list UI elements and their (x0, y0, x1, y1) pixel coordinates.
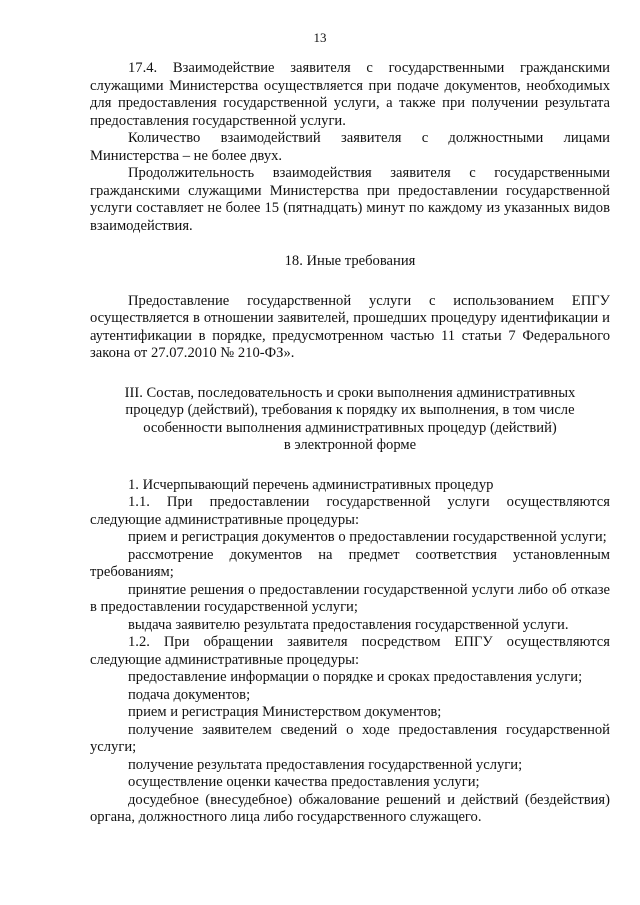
list-item: рассмотрение документов на предмет соответствия установленным требованиям; (90, 546, 610, 580)
list-item: досудебное (внесудебное) обжалование решений и действий (бездействия) органа, должностного лица либо государственного служащего. (90, 791, 610, 825)
chapter-3-heading (90, 385, 610, 455)
list-item: осуществление оценки качества предоставления услуги; (128, 774, 480, 790)
list-item: предоставление информации о порядке и сроках предоставления услуги; (128, 669, 583, 685)
chapter-3-heading-line-1: III. Состав, последовательность и сроки выполнения административных (124, 384, 576, 401)
paragraph-1-1: 1.1. При предоставлении государственной услуги осуществляются следующие административные процедуры: (90, 494, 610, 528)
page-number: 13 (313, 30, 327, 45)
list-item: прием и регистрация Министерством документов; (128, 704, 442, 720)
paragraph-1-2: 1.2. При обращении заявителя посредством ЕПГУ осуществляются следующие административные процедуры: (90, 634, 610, 668)
paragraph-18-requirements: Предоставление государственной услуги с использованием ЕПГУ осуществляется в отношении заявителей, прошедших процедуру идентификации и аутентификации в порядке, предусмотренном частью 11 статьи 7 Федерального закона от 27.07.2010 № 210-ФЗ». (90, 292, 610, 361)
chapter-3-heading-line-2: процедур (действий), требования к порядку их выполнения, в том числе (125, 402, 575, 418)
list-item: получение результата предоставления государственной услуги; (128, 756, 523, 773)
chapter-3-heading-line-3: особенности выполнения административных процедур (действий) (143, 419, 557, 436)
list-item: принятие решения о предоставлении государственной услуги либо об отказе в предоставлении государственной услуги; (90, 581, 610, 615)
section-1-title: 1. Исчерпывающий перечень административных процедур (128, 476, 494, 493)
paragraph-interaction-duration: Продолжительность взаимодействия заявителя с государственными гражданскими служащими Министерства при предоставлении государственной услуги составляет не более 15 (пятнадцать) минут по каждому из указанных видов взаимодействия. (90, 165, 610, 234)
list-item: выдача заявителю результата предоставления государственной услуги. (128, 616, 569, 633)
list-item: получение заявителем сведений о ходе предоставления государственной услуги; (90, 721, 610, 755)
document-body (90, 60, 610, 827)
list-item: подача документов; (128, 686, 251, 703)
section-18-heading: 18. Иные требования (284, 253, 416, 269)
paragraph-17-4: 17.4. Взаимодействие заявителя с государственными гражданскими служащими Министерства осуществляется при подаче документов, необходимых для предоставления государственной услуги, а также при получении результата предоставления государственной услуги. (90, 60, 610, 129)
chapter-3-heading-line-4: в электронной форме (283, 437, 417, 453)
list-item: прием и регистрация документов о предоставлении государственной услуги; (128, 529, 607, 545)
paragraph-interaction-count: Количество взаимодействий заявителя с должностными лицами Министерства – не более двух. (90, 130, 610, 164)
